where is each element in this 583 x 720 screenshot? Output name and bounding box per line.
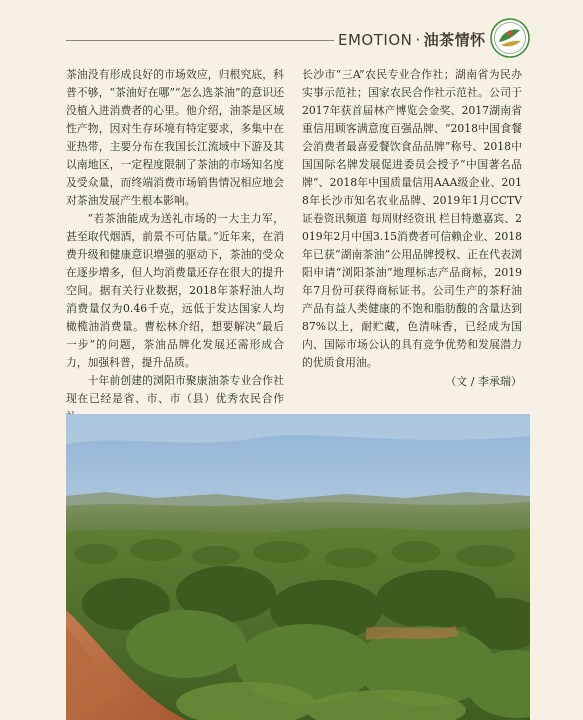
article-column-left <box>66 66 284 426</box>
page-header <box>0 14 583 54</box>
author-credit: （文 / 李承瑞） <box>445 375 522 388</box>
section-title-zh: 油茶情怀 <box>423 31 486 49</box>
section-title-en: EMOTION <box>338 31 413 49</box>
tea-oil-association-badge-icon <box>490 18 530 58</box>
section-title-separator: · <box>415 31 421 49</box>
article-paragraph: 十年前创建的浏阳市聚康油茶专业合作社现在已经是省、市、市（县）优秀农民合作 <box>66 374 284 405</box>
article-paragraph: 茶油没有形成良好的市场效应，归根究底，科普不够，“茶油好在哪”“怎么选茶油”的意识还没植入进消费者的心里。他介绍，油茶是区域性产物，因对生存环境有特定要求，多集中在亚热带，主要分布在我国长江流域中下游及其以南地区，一定程度限制了茶油的市场知名度及受众量，而终端消费市场销售情况相应地会对茶油发展产生根本影响。 <box>66 68 284 207</box>
article-paragraph: 长沙市“三A”农民专业合作社；湖南省为民办实事示范社；国家农民合作社示范社。公司于2017年获首届林产博览会金奖、2017湖南省重信用顾客满意度百强品牌、“2018中国食餐会消费者最喜爱餐饮食品品牌”称号、2018中国国际名牌发展促进委员会授予“中国著名品牌”、2018年中国质量信用AAA级企业、2018年长沙市知名农业品牌、2019年1月CCTV证卷资讯频道 每周财经资讯 栏目特邀嘉宾、2019年2月中国3.15消费者可信赖企业、2018年已获“湖南茶油”公用品牌授权、正在代表浏阳申请“浏阳茶油”地理标志产品商标，2019年7月份可获得商标证书。公司生产的茶籽油产品有益人类健康的不饱和脂肪酸的含量达到87%以上，耐贮藏，色清味香，已经成为国内、国际市场公认的具有竞争优势和发展潜力的优质食用油。 <box>302 68 522 369</box>
article-column-right <box>302 66 522 372</box>
header-rule <box>66 40 334 41</box>
section-title <box>338 29 486 50</box>
plantation-photo <box>66 414 530 720</box>
article-paragraph: “若茶油能成为送礼市场的一大主力军，甚至取代烟酒，前景不可估量。”近年来，在消费升级和健康意识增强的驱动下，茶油的受众在逐步增多，但人均消费量还存在很大的提升空间。据有关行业数据，2018年茶籽油人均消费量仅为0.46千克，远低于发达国家人均橄榄油消费量。曹松林介绍，想要解决“最后一步”的问题，茶油品牌化发展还需形成合力，加强科普，提升品质。 <box>66 212 284 369</box>
